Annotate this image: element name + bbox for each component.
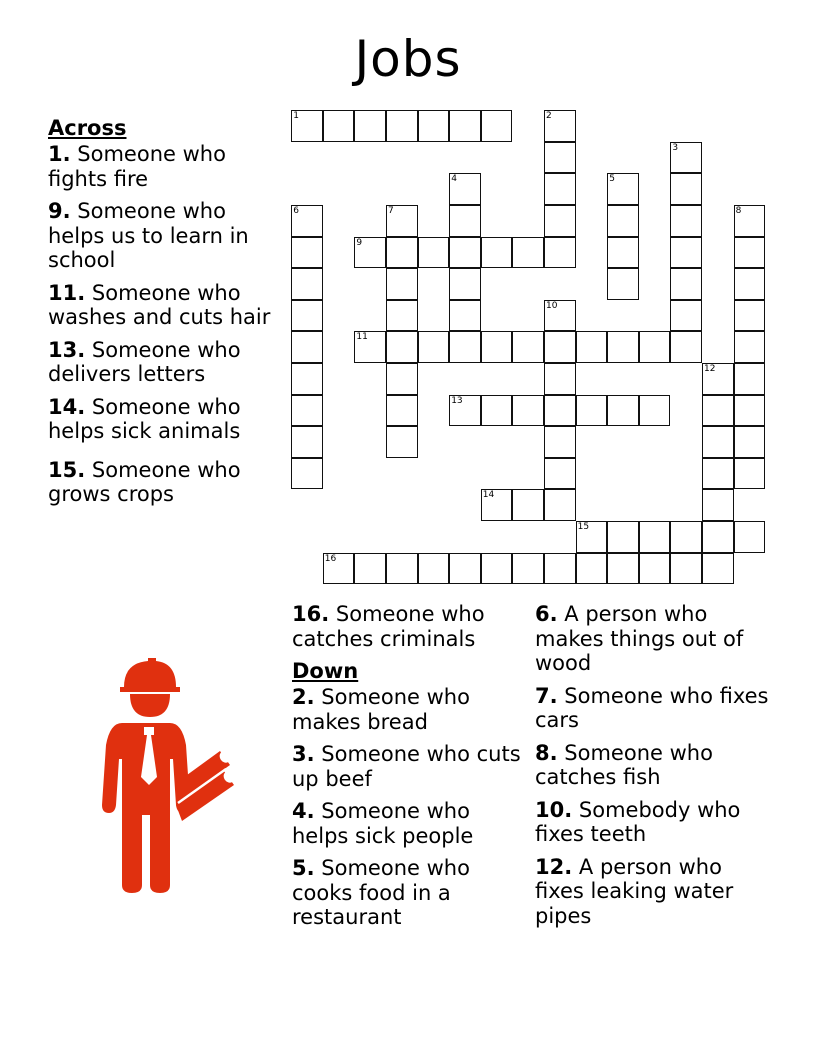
grid-cell[interactable]: [702, 553, 734, 585]
grid-cell[interactable]: [607, 553, 639, 585]
grid-cell[interactable]: [702, 363, 734, 395]
grid-cell[interactable]: [418, 110, 450, 142]
grid-cell[interactable]: [734, 521, 766, 553]
grid-cell[interactable]: [607, 331, 639, 363]
grid-cell[interactable]: [544, 553, 576, 585]
grid-cell[interactable]: [544, 142, 576, 174]
grid-cell[interactable]: [449, 331, 481, 363]
grid-cell[interactable]: [386, 237, 418, 269]
clue-text: Someone who delivers letters: [48, 337, 241, 386]
clue-number: 12: [535, 854, 565, 879]
clue-number: 10: [535, 797, 565, 822]
clue-number: 3: [292, 742, 307, 766]
cell-number: 11: [356, 332, 368, 343]
grid-cell[interactable]: [670, 521, 702, 553]
grid-cell[interactable]: [481, 395, 513, 427]
grid-cell[interactable]: [734, 426, 766, 458]
cell-number: 16: [324, 553, 337, 564]
grid-cell[interactable]: [607, 237, 639, 269]
cell-number: 7: [388, 206, 394, 216]
grid-cell[interactable]: [386, 205, 418, 237]
grid-cell[interactable]: [449, 268, 481, 300]
clue-text: Someone who cooks food in a restaurant: [292, 856, 470, 929]
grid-cell[interactable]: [291, 110, 323, 142]
grid-cell[interactable]: [481, 110, 513, 142]
grid-cell[interactable]: [481, 237, 513, 269]
grid-cell[interactable]: [734, 300, 766, 332]
cell-number: 15: [577, 522, 590, 532]
clue-text: A person who makes things out of wood: [535, 602, 744, 675]
grid-cell[interactable]: [291, 331, 323, 363]
cell-number: 4: [451, 174, 457, 185]
clue-number: 4: [292, 799, 307, 823]
grid-cell[interactable]: [449, 173, 481, 205]
down-heading: Down: [292, 659, 359, 683]
grid-cell[interactable]: [291, 205, 323, 237]
clue-down-12: 12. A person who fixes leaking water pipes: [535, 854, 734, 928]
clue-number: 16: [292, 602, 322, 626]
grid-cell[interactable]: [544, 205, 576, 237]
grid-cell[interactable]: [576, 395, 608, 427]
grid-cell[interactable]: [576, 521, 608, 553]
grid-cell[interactable]: [449, 237, 481, 269]
grid-cell[interactable]: [481, 489, 513, 521]
clue-number: 1: [48, 142, 63, 166]
grid-cell[interactable]: [323, 110, 355, 142]
clue-across-9: 9. Someone who helps us to learn in school: [48, 199, 249, 272]
grid-cell[interactable]: [354, 110, 386, 142]
cell-number: 10: [546, 300, 558, 311]
clue-text: Someone who catches criminals: [292, 602, 485, 651]
grid-cell[interactable]: [354, 553, 386, 585]
grid-cell[interactable]: [702, 395, 734, 427]
grid-cell[interactable]: [449, 553, 481, 585]
clue-number: 6: [535, 602, 550, 626]
grid-cell[interactable]: [386, 268, 418, 300]
clue-number: 15: [48, 457, 78, 482]
grid-cell[interactable]: [670, 268, 702, 300]
across-heading: Across: [48, 116, 127, 140]
grid-cell[interactable]: [576, 331, 608, 363]
across-clues-column: [48, 116, 273, 515]
grid-cell[interactable]: [576, 553, 608, 585]
grid-cell[interactable]: [639, 553, 671, 585]
grid-cell[interactable]: [418, 331, 450, 363]
clue-text: Someone who helps sick people: [292, 799, 474, 848]
grid-cell[interactable]: [544, 426, 576, 458]
clue-across-13: 13. Someone who delivers letters: [48, 337, 241, 386]
cell-number: 12: [704, 364, 716, 374]
clue-down-4: 4. Someone who helps sick people: [292, 799, 474, 848]
clue-number: 11: [48, 280, 78, 305]
grid-cell[interactable]: [544, 300, 576, 332]
clue-text: Someone who helps us to learn in school: [48, 199, 249, 272]
grid-cell[interactable]: [702, 458, 734, 490]
grid-cell[interactable]: [702, 489, 734, 521]
clue-down-6: 6. A person who makes things out of wood: [535, 602, 744, 675]
cell-number: 2: [546, 111, 552, 122]
grid-cell[interactable]: [670, 553, 702, 585]
grid-cell[interactable]: [607, 173, 639, 205]
grid-cell[interactable]: [481, 331, 513, 363]
clue-across-14: 14. Someone who helps sick animals: [48, 394, 241, 443]
grid-cell[interactable]: [607, 205, 639, 237]
grid-cell[interactable]: [734, 395, 766, 427]
grid-cell[interactable]: [702, 521, 734, 553]
grid-cell[interactable]: [670, 331, 702, 363]
grid-cell[interactable]: [734, 268, 766, 300]
clue-down-7: 7. Someone who fixes cars: [535, 683, 769, 732]
grid-cell[interactable]: [702, 426, 734, 458]
grid-cell[interactable]: [449, 205, 481, 237]
clues-right-column: [535, 602, 775, 936]
grid-cell[interactable]: [544, 363, 576, 395]
clue-text: A person who fixes leaking water pipes: [535, 854, 734, 928]
grid-cell[interactable]: [386, 110, 418, 142]
grid-cell[interactable]: [607, 268, 639, 300]
clue-text: Someone who cuts up beef: [292, 742, 521, 791]
grid-cell[interactable]: [734, 331, 766, 363]
grid-cell[interactable]: [323, 553, 355, 585]
grid-cell[interactable]: [386, 363, 418, 395]
grid-cell[interactable]: [544, 331, 576, 363]
grid-cell[interactable]: [734, 237, 766, 269]
grid-cell[interactable]: [544, 173, 576, 205]
clue-text: Someone who helps sick animals: [48, 394, 241, 443]
grid-cell[interactable]: [639, 521, 671, 553]
clue-number: 8: [535, 740, 550, 765]
grid-cell[interactable]: [449, 110, 481, 142]
grid-cell[interactable]: [670, 205, 702, 237]
grid-cell[interactable]: [670, 173, 702, 205]
grid-cell[interactable]: [291, 268, 323, 300]
clue-number: 9: [48, 199, 63, 223]
clue-across-1: 1. Someone who fights fire: [48, 142, 226, 191]
grid-cell[interactable]: [670, 300, 702, 332]
clue-down-3: 3. Someone who cuts up beef: [292, 742, 521, 791]
clue-down-8: 8. Someone who catches fish: [535, 740, 713, 789]
cell-number: 14: [482, 490, 495, 501]
grid-cell[interactable]: [512, 395, 544, 427]
clue-number: 7: [535, 683, 550, 708]
grid-cell[interactable]: [734, 205, 766, 237]
clue-text: Somebody who fixes teeth: [535, 797, 741, 846]
grid-cell[interactable]: [512, 331, 544, 363]
grid-cell[interactable]: [544, 110, 576, 142]
clue-down-10: 10. Somebody who fixes teeth: [535, 797, 741, 846]
grid-cell[interactable]: [291, 395, 323, 427]
clue-down-5: 5. Someone who cooks food in a restaurant: [292, 856, 470, 929]
grid-cell[interactable]: [544, 237, 576, 269]
grid-cell[interactable]: [670, 142, 702, 174]
clues-middle-column: [292, 602, 527, 938]
grid-cell[interactable]: [418, 237, 450, 269]
clue-number: 2: [292, 685, 307, 709]
clue-text: Someone who washes and cuts hair: [48, 280, 271, 329]
clue-across-15: 15. Someone who grows crops: [48, 457, 241, 506]
grid-cell[interactable]: [639, 331, 671, 363]
grid-cell[interactable]: [512, 553, 544, 585]
grid-cell[interactable]: [734, 458, 766, 490]
grid-cell[interactable]: [512, 237, 544, 269]
grid-cell[interactable]: [607, 395, 639, 427]
clue-across-11: 11. Someone who washes and cuts hair: [48, 280, 271, 329]
grid-cell[interactable]: [544, 489, 576, 521]
cell-number: 8: [735, 206, 742, 216]
clue-text: Someone who fixes cars: [535, 683, 769, 732]
clue-down-2: 2. Someone who makes bread: [292, 685, 470, 734]
construction-worker-icon: [96, 655, 236, 899]
grid-cell[interactable]: [512, 489, 544, 521]
cell-number: 5: [609, 174, 615, 185]
cell-number: 9: [356, 237, 363, 248]
grid-cell[interactable]: [291, 237, 323, 269]
grid-cell[interactable]: [291, 363, 323, 395]
grid-cell[interactable]: [670, 237, 702, 269]
grid-cell[interactable]: [291, 426, 323, 458]
grid-cell[interactable]: [386, 395, 418, 427]
cell-number: 1: [293, 111, 299, 122]
grid-cell[interactable]: [291, 458, 323, 490]
grid-cell[interactable]: [386, 426, 418, 458]
grid-cell[interactable]: [734, 363, 766, 395]
clue-text: Someone who grows crops: [48, 457, 241, 506]
grid-cell[interactable]: [386, 331, 418, 363]
clue-text: Someone who fights fire: [48, 142, 226, 191]
grid-cell[interactable]: [354, 237, 386, 269]
page-title: Jobs: [354, 30, 462, 88]
clue-text: Someone who makes bread: [292, 685, 470, 734]
cell-number: 3: [672, 142, 679, 153]
grid-cell[interactable]: [354, 331, 386, 363]
grid-cell[interactable]: [418, 553, 450, 585]
grid-cell[interactable]: [449, 300, 481, 332]
cell-number: 13: [451, 395, 463, 406]
clue-number: 13: [48, 337, 78, 362]
grid-cell[interactable]: [544, 395, 576, 427]
grid-cell[interactable]: [386, 300, 418, 332]
grid-cell[interactable]: [449, 395, 481, 427]
grid-cell[interactable]: [386, 553, 418, 585]
grid-cell[interactable]: [544, 458, 576, 490]
cell-number: 6: [293, 206, 299, 216]
clue-across-16: 16. Someone who catches criminals: [292, 602, 485, 651]
grid-cell[interactable]: [481, 553, 513, 585]
grid-cell[interactable]: [607, 521, 639, 553]
clue-number: 14: [48, 394, 78, 419]
clue-text: Someone who catches fish: [535, 740, 713, 789]
grid-cell[interactable]: [639, 395, 671, 427]
clue-number: 5: [292, 856, 307, 880]
grid-cell[interactable]: [291, 300, 323, 332]
